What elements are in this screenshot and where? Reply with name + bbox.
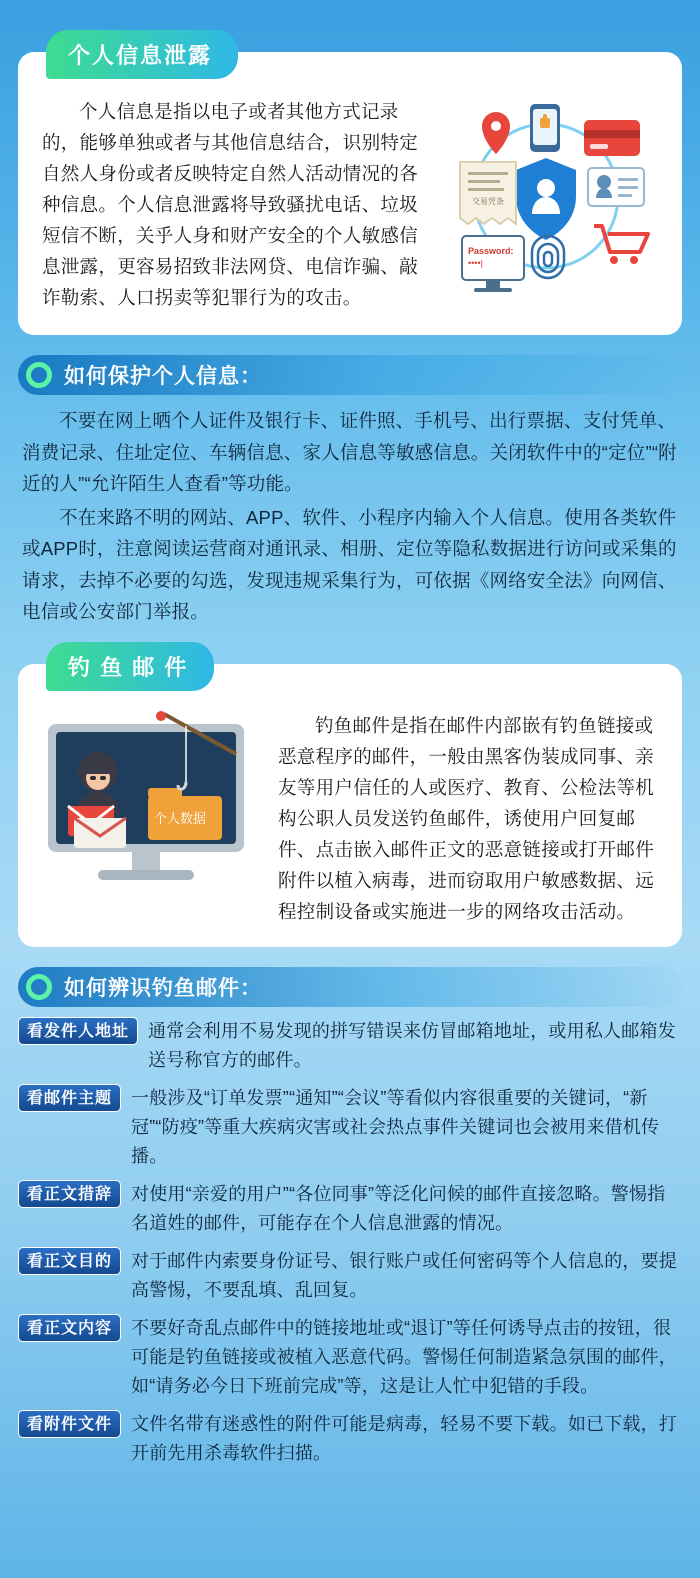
- list-item: [18, 1084, 682, 1171]
- section-title-phishing-mail: 钓 鱼 邮 件: [46, 642, 214, 691]
- section-personal-info: [18, 43, 682, 335]
- section-title-personal-info: 个人信息泄露: [46, 30, 238, 79]
- personal-info-body: 个人信息是指以电子或者其他方式记录的，能够单独或者与其他信息结合，识别特定自然人身份或者反映特定自然人活动情况的各种信息。个人信息泄露将导致骚扰电话、垃圾短信不断，关乎人身和财产安全的个人敏感信息泄露，更容易招致非法网贷、电信诈骗、敲诈勒索、人口拐卖等犯罪行为的攻击。: [42, 101, 419, 308]
- ring-bullet-icon: [26, 362, 52, 388]
- password-label: Password:: [468, 246, 514, 256]
- tip-label: 看正文措辞: [18, 1180, 121, 1208]
- section-protect-info: [18, 355, 682, 628]
- card-phishing-mail: [18, 664, 682, 947]
- tip-text: 通常会利用不易发现的拼写错误来仿冒邮箱地址，或用私人邮箱发送号称官方的邮件。: [148, 1020, 676, 1070]
- tip-label: 看正文目的: [18, 1247, 121, 1275]
- ring-bullet-icon: [26, 974, 52, 1000]
- protect-info-paragraph-2: 不在来路不明的网站、APP、软件、小程序内输入个人信息。使用各类软件或APP时，注意阅读运营商对通讯录、相册、定位等隐私数据进行访问或采集的请求，去掉不必要的勾选，发现违规采集行为，可依据《网络安全法》向网信、电信或公安部门举报。: [22, 506, 677, 622]
- list-item: [18, 1017, 682, 1075]
- phishing-illustration: [40, 710, 272, 927]
- personal-info-illustration: [428, 96, 658, 313]
- tip-text: 对使用“亲爱的用户”“各位同事”等泛化问候的邮件直接忽略。警惕指名道姓的邮件，可能存在个人信息泄露的情况。: [131, 1183, 666, 1233]
- tip-label: 看正文内容: [18, 1314, 121, 1342]
- tip-text: 一般涉及“订单发票”“通知”“会议”等看似内容很重要的关键词，“新冠”“防疫”等重大疾病灾害或社会热点事件关键词也会被用来借机传播。: [131, 1087, 660, 1166]
- privacy-leak-diagram: [428, 96, 658, 306]
- list-item: [18, 1180, 682, 1238]
- phishing-monitor-diagram: [40, 710, 268, 900]
- password-dots: ••••|: [468, 258, 483, 268]
- list-item: [18, 1410, 682, 1468]
- tip-label: 看附件文件: [18, 1410, 121, 1438]
- protect-info-title: 如何保护个人信息：: [64, 365, 262, 388]
- card-personal-info: [18, 52, 682, 335]
- infographic-page: [0, 43, 700, 1578]
- tip-label: 看发件人地址: [18, 1017, 138, 1045]
- receipt-label: 交易凭条: [472, 197, 504, 206]
- tip-label: 看邮件主题: [18, 1084, 121, 1112]
- protect-info-header: [18, 355, 682, 395]
- list-item: [18, 1314, 682, 1401]
- section-identify-phishing: [18, 967, 682, 1468]
- list-item: [18, 1247, 682, 1305]
- tip-text: 对于邮件内索要身份证号、银行账户或任何密码等个人信息的，要提高警惕，不要乱填、乱回复。: [131, 1250, 678, 1300]
- identify-phishing-header: [18, 967, 682, 1007]
- phishing-mail-body: 钓鱼邮件是指在邮件内部嵌有钓鱼链接或恶意程序的邮件，一般由黑客伪装成同事、亲友等用户信任的人或医疗、教育、公检法等机构公职人员发送钓鱼邮件，诱使用户回复邮件、点击嵌入邮件正文的恶意链接或打开邮件附件以植入病毒，进而窃取用户敏感数据、远程控制设备或实施进一步的网络攻击活动。: [278, 714, 655, 922]
- section-phishing-mail: [18, 654, 682, 947]
- tip-text: 文件名带有迷惑性的附件可能是病毒，轻易不要下载。如已下载，打开前先用杀毒软件扫描。: [131, 1413, 678, 1463]
- protect-info-paragraph-1: 不要在网上晒个人证件及银行卡、证件照、手机号、出行票据、支付凭单、消费记录、住址定位、车辆信息、家人信息等敏感信息。关闭软件中的“定位”“附近的人”“允许陌生人查看”等功能。: [22, 410, 677, 494]
- data-folder-label: 个人数据: [154, 810, 207, 826]
- identify-phishing-title: 如何辨识钓鱼邮件：: [64, 976, 262, 1000]
- phishing-tips-list: [18, 1017, 682, 1468]
- tip-text: 不要好奇乱点邮件中的链接地址或“退订”等任何诱导点击的按钮，很可能是钓鱼链接或被植入恶意代码。警惕任何制造紧急氛围的邮件，如“请务必今日下班前完成”等，这是让人忙中犯错的手段。: [131, 1317, 678, 1396]
